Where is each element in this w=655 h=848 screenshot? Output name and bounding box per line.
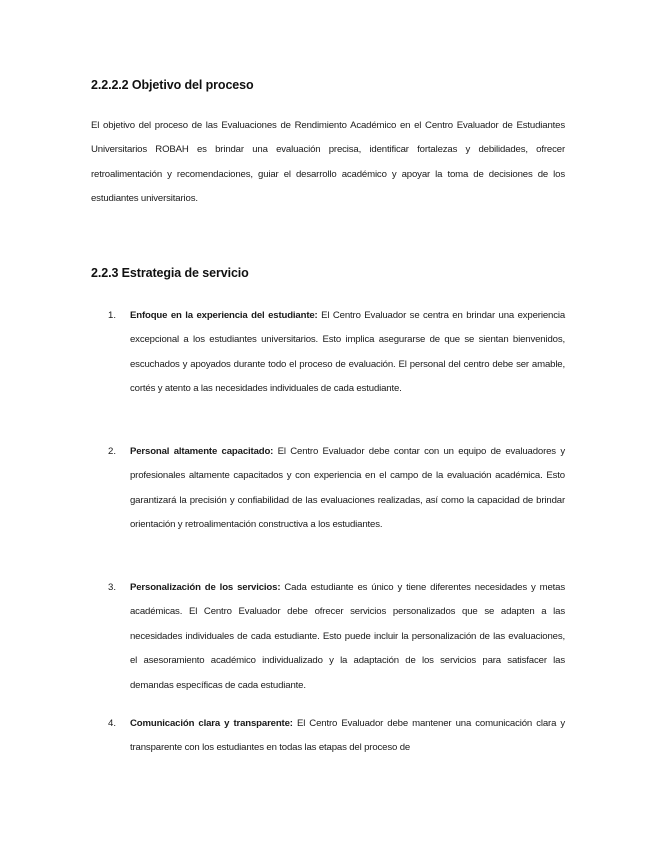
list-item-number: 1. <box>108 310 117 321</box>
list-item-title: Comunicación clara y transparente: <box>130 718 293 729</box>
list-item-body <box>130 576 565 698</box>
list-item-number: 3. <box>108 582 117 593</box>
list-item-title: Personalización de los servicios: <box>130 582 281 593</box>
list-item-body <box>130 304 565 402</box>
list-item-text: El Centro Evaluador debe contar con un equipo de evaluadores y profesionales altamente capacitados y con experiencia en el campo de la evaluación académica. Esto garantizará la precisión y confiabilidad de las evaluaciones realizadas, así como la capacidad de brindar orientación y retroalimentación constructiva a los estudiantes. <box>130 446 565 531</box>
list-item-body <box>130 712 565 761</box>
list-item-title: Personal altamente capacitado: <box>130 446 274 457</box>
list-item-number: 4. <box>108 718 117 729</box>
paragraph-objetivo: El objetivo del proceso de las Evaluaciones de Rendimiento Académico en el Centro Evaluador de Estudiantes Universitarios ROBAH es brindar una evaluación precisa, identificar fortalezas y debilidades, ofrecer retroalimentación y recomendaciones, guiar el desarrollo académico y apoyar la toma de decisiones de los estudiantes universitarios. <box>91 120 565 205</box>
list-item-text: El Centro Evaluador se centra en brindar una experiencia excepcional a los estudiantes universitarios. Esto implica asegurarse de que se sientan bienvenidos, escuchados y apoyados durante todo el proceso de evaluación. El personal del centro debe ser amable, cortés y atento a las necesidades individuales de cada estudiante. <box>130 310 566 395</box>
list-item-text: El Centro Evaluador debe mantener una comunicación clara y transparente con los estudiantes en todas las etapas del proceso de <box>130 718 566 754</box>
list-item-body <box>130 440 565 538</box>
heading-objetivo-del-proceso: 2.2.2.2 Objetivo del proceso <box>91 78 254 92</box>
list-item-text: Cada estudiante es único y tiene diferentes necesidades y metas académicas. El Centro Evaluador debe ofrecer servicios personalizados que se adapten a las necesidades individuales de cada estudiante. Esto puede incluir la personalización de las evaluaciones, el asesoramiento académico individualizado y la adaptación de los servicios para satisfacer las demandas específicas de cada estudiante. <box>130 582 565 691</box>
heading-estrategia-de-servicio: 2.2.3 Estrategia de servicio <box>91 266 249 280</box>
list-item-title: Enfoque en la experiencia del estudiante: <box>130 310 318 321</box>
list-item-number: 2. <box>108 446 117 457</box>
